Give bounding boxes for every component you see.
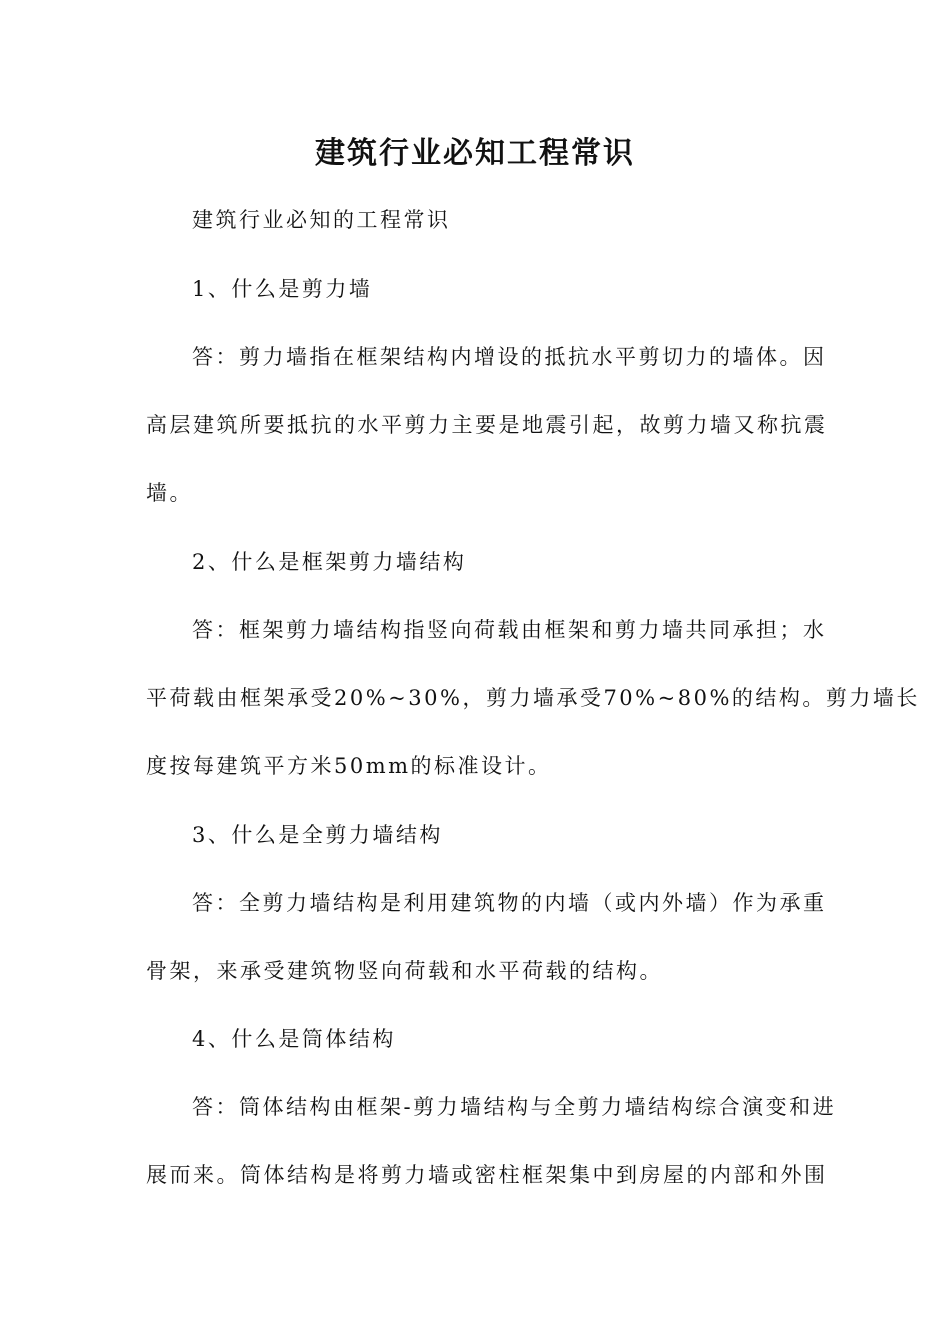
paragraph-intro: 建筑行业必知的工程常识 [192,208,451,232]
answer-q1-line2: 高层建筑所要抵抗的水平剪力主要是地震引起，故剪力墙又称抗震 [146,413,828,437]
answer-q4-line1: 答：筒体结构由框架-剪力墙结构与全剪力墙结构综合演变和进 [192,1095,837,1119]
document-title: 建筑行业必知工程常识 [315,136,635,171]
heading-q3: 3、什么是全剪力墙结构 [192,823,443,847]
answer-q2-line2: 平荷载由框架承受20%~30%，剪力墙承受70%~80%的结构。剪力墙长 [146,686,920,710]
answer-q4-line2: 展而来。筒体结构是将剪力墙或密柱框架集中到房屋的内部和外围 [146,1163,828,1187]
answer-q2-line3: 度按每建筑平方米50mm的标准设计。 [146,754,552,778]
answer-q2-line1: 答：框架剪力墙结构指竖向荷载由框架和剪力墙共同承担；水 [192,618,827,642]
heading-q4: 4、什么是筒体结构 [192,1027,396,1051]
heading-q2: 2、什么是框架剪力墙结构 [192,550,467,574]
heading-q1: 1、什么是剪力墙 [192,277,373,301]
answer-q1-line3: 墙。 [146,481,193,505]
answer-q3-line2: 骨架，来承受建筑物竖向荷载和水平荷载的结构。 [146,959,663,983]
answer-q3-line1: 答：全剪力墙结构是利用建筑物的内墙（或内外墙）作为承重 [192,891,827,915]
answer-q1-line1: 答：剪力墙指在框架结构内增设的抵抗水平剪切力的墙体。因 [192,345,827,369]
